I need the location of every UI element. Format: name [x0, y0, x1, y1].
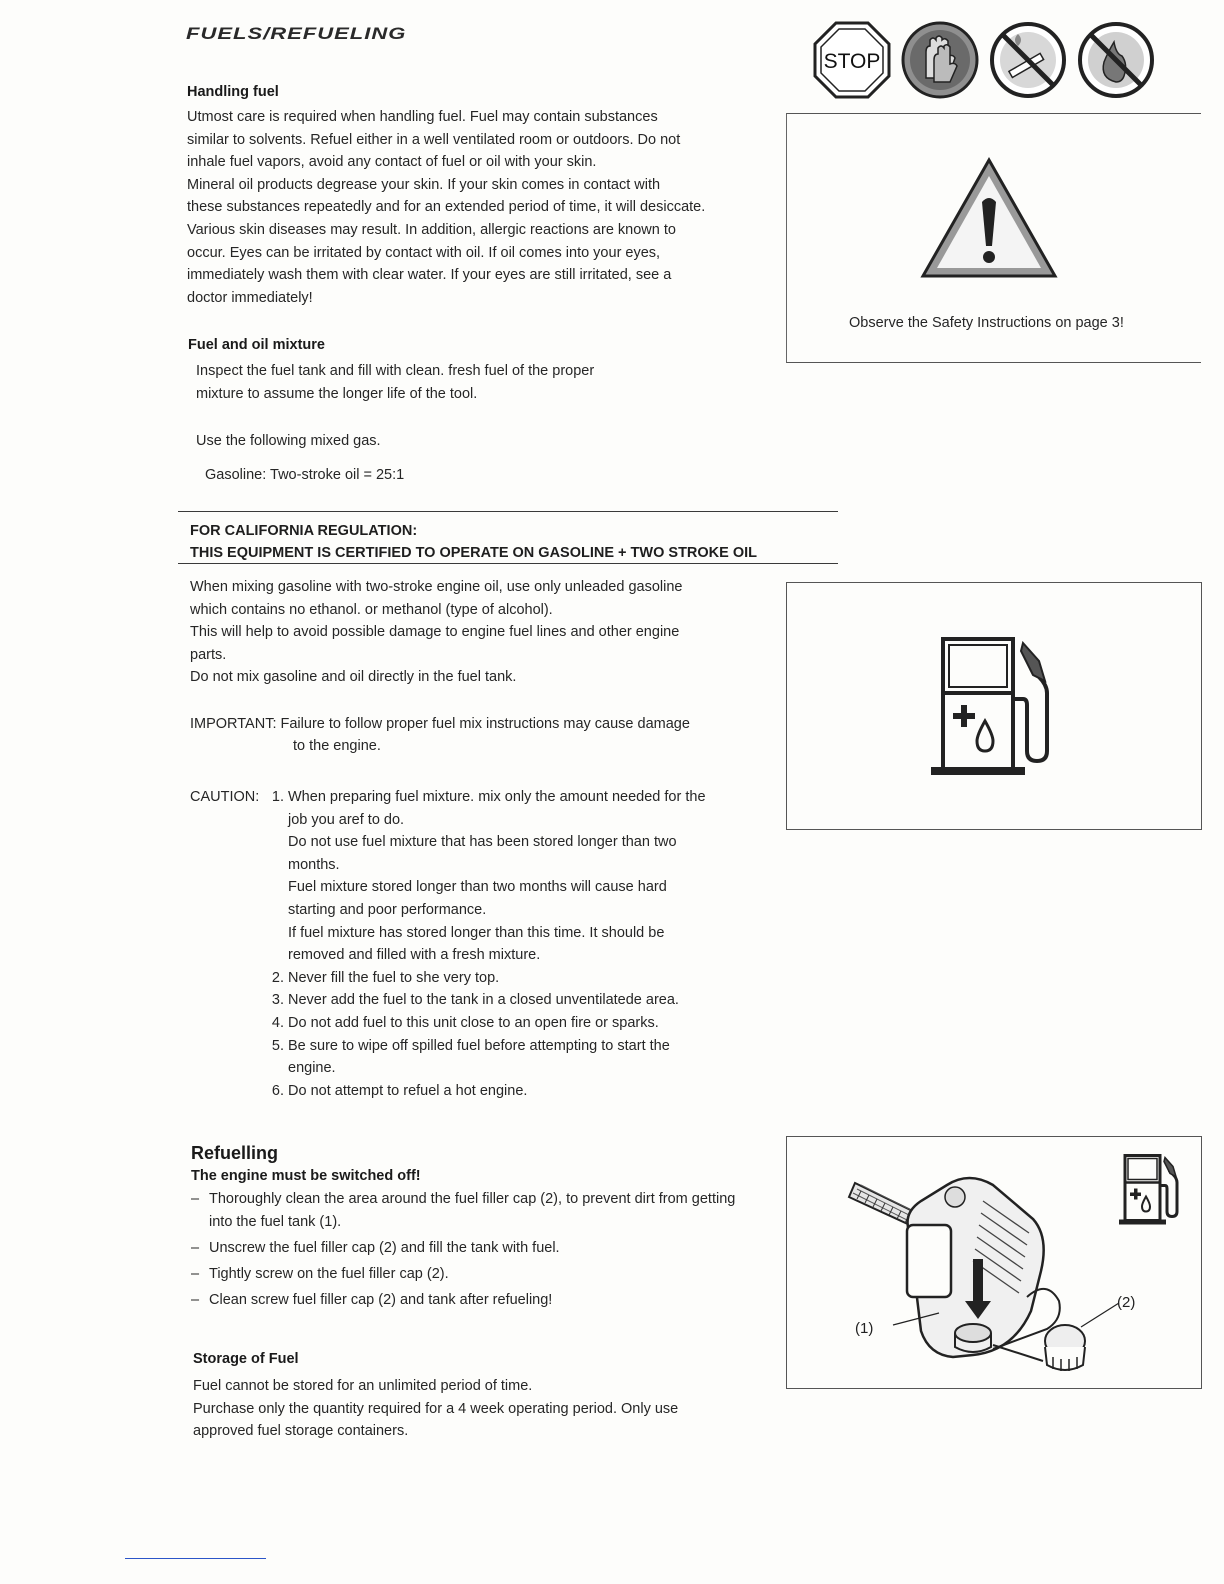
refuelling-steps — [191, 1188, 761, 1312]
text-line: Mineral oil products degrease your skin. If your skin comes in contact with — [187, 176, 661, 193]
caution-item — [266, 1080, 766, 1103]
caution-number: 5. — [271, 1037, 284, 1054]
caution-item — [266, 989, 766, 1012]
caution-number: 4. — [271, 1014, 284, 1031]
text-line: these substances repeatedly and for an extended period of time, it will desiccate. — [187, 199, 706, 216]
engine-off-warning: The engine must be switched off! — [191, 1168, 421, 1184]
fuel-pump-box — [786, 582, 1202, 830]
california-regulation — [190, 520, 757, 564]
text-line: When mixing gasoline with two-stroke engine oil, use only unleaded gasoline — [190, 579, 683, 595]
fuel-pump-icon — [927, 633, 1067, 779]
warning-triangle-icon — [917, 154, 1061, 282]
page-title: FUELS/REFUELING — [186, 24, 407, 43]
small-fuel-pump-icon — [1117, 1151, 1187, 1227]
regulation-line: FOR CALIFORNIA REGULATION: — [190, 523, 418, 539]
no-smoking-icon — [988, 20, 1068, 100]
caution-item — [266, 967, 766, 990]
text-line: Do not use fuel mixture that has been stored longer than two — [288, 834, 677, 851]
caution-text: Be sure to wipe off spilled fuel before attempting to start the — [288, 1037, 670, 1054]
storage-text — [193, 1375, 678, 1443]
text-line: which contains no ethanol. or methanol (type of alcohol). — [190, 601, 553, 618]
important-continued: to the engine. — [293, 738, 381, 754]
caution-text: engine. — [288, 1060, 336, 1077]
caution-number: 2. — [271, 969, 284, 986]
text-line: doctor immediately! — [187, 289, 313, 306]
mixed-gas-instruction: Use the following mixed gas. — [196, 433, 381, 449]
mixture-text — [196, 360, 594, 405]
caution-label: CAUTION: — [190, 789, 260, 805]
text-line: Fuel cannot be stored for an unlimited period of time. — [193, 1378, 533, 1394]
engine-refuel-illustration — [843, 1161, 1143, 1381]
caution-text: Do not add fuel to this unit close to an open fire or sparks. — [288, 1014, 659, 1031]
divider — [178, 511, 838, 512]
caution-item — [266, 786, 766, 967]
mixing-text — [190, 576, 682, 689]
text-line: removed and filled with a fresh mixture. — [288, 947, 541, 964]
caution-text: Never add the fuel to the tank in a closed unventilatede area. — [288, 992, 679, 1009]
caution-item — [266, 1012, 766, 1035]
text-line: job you aref to do. — [288, 811, 405, 828]
caution-number: 3. — [271, 992, 284, 1009]
gloves-icon — [900, 20, 980, 100]
important-text: Failure to follow proper fuel mix instructions may cause damage — [280, 716, 690, 732]
text-line: starting and poor performance. — [288, 901, 487, 918]
engine-illustration-box — [786, 1136, 1202, 1389]
text-line: occur. Eyes can be irritated by contact with oil. If oil comes into your eyes, — [187, 244, 661, 261]
handling-fuel-heading: Handling fuel — [187, 84, 279, 100]
text-line: Utmost care is required when handling fuel. Fuel may contain substances — [187, 109, 658, 125]
caution-text: Do not attempt to refuel a hot engine. — [288, 1082, 528, 1099]
mix-ratio: Gasoline: Two-stroke oil = 25:1 — [205, 467, 405, 483]
safety-caption: Observe the Safety Instructions on page 3! — [849, 315, 1124, 331]
text-line: parts. — [190, 646, 227, 663]
text-line: This will help to avoid possible damage to engine fuel lines and other engine — [190, 624, 680, 641]
text-line: Do not mix gasoline and oil directly in the fuel tank. — [190, 669, 517, 686]
caution-number: 6. — [271, 1082, 284, 1099]
text-line: inhale fuel vapors, avoid any contact of fuel or oil with your skin. — [187, 154, 597, 171]
text-line: Fuel mixture stored longer than two months will cause hard — [288, 879, 667, 896]
stop-sign-icon — [812, 20, 892, 100]
text-line: Inspect the fuel tank and fill with clean. fresh fuel of the proper — [196, 363, 595, 379]
list-item: – Tightly screw on the fuel filler cap (2). — [191, 1263, 761, 1286]
text-line: Purchase only the quantity required for a 4 week operating period. Only use — [193, 1400, 679, 1417]
text-line: months. — [288, 856, 340, 873]
text-line: When preparing fuel mixture. mix only the amount needed for the — [288, 789, 706, 805]
caution-text: Never fill the fuel to she very top. — [288, 969, 500, 986]
text-line: If fuel mixture has stored longer than this time. It should be — [288, 924, 665, 941]
list-item: – Thoroughly clean the area around the fuel filler cap (2), to prevent dirt from getting into the fuel tank (1). — [191, 1188, 761, 1234]
important-label: IMPORTANT: — [190, 716, 277, 732]
caution-item — [266, 1057, 766, 1080]
tank-label: (1) — [855, 1320, 874, 1337]
safety-instructions-box — [786, 113, 1201, 363]
list-item: – Clean screw fuel filler cap (2) and tank after refueling! — [191, 1289, 761, 1312]
fuel-oil-mixture-heading: Fuel and oil mixture — [188, 337, 325, 353]
caution-list — [266, 786, 766, 1102]
text-line: similar to solvents. Refuel either in a well ventilated room or outdoors. Do not — [187, 131, 681, 148]
text-line: Various skin diseases may result. In addition, allergic reactions are known to — [187, 221, 676, 238]
refuelling-heading: Refuelling — [191, 1143, 279, 1163]
text-line: immediately wash them with clear water. If your eyes are still irritated, see a — [187, 267, 672, 284]
caution-number: 1. — [271, 789, 284, 805]
list-item: – Unscrew the fuel filler cap (2) and fill the tank with fuel. — [191, 1237, 761, 1260]
stop-label: STOP — [823, 50, 881, 73]
handling-fuel-text — [187, 106, 777, 309]
footer-rule — [125, 1558, 266, 1559]
divider — [178, 563, 838, 564]
cap-label: (2) — [1117, 1294, 1136, 1311]
important-note — [190, 713, 690, 736]
caution-item — [266, 1035, 766, 1058]
text-line: mixture to assume the longer life of the tool. — [196, 385, 478, 402]
storage-heading: Storage of Fuel — [193, 1351, 299, 1367]
caution-number — [266, 1057, 284, 1080]
regulation-line: THIS EQUIPMENT IS CERTIFIED TO OPERATE ON GASOLINE + TWO STROKE OIL — [190, 545, 758, 561]
text-line: approved fuel storage containers. — [193, 1423, 409, 1440]
no-fire-icon — [1076, 20, 1156, 100]
